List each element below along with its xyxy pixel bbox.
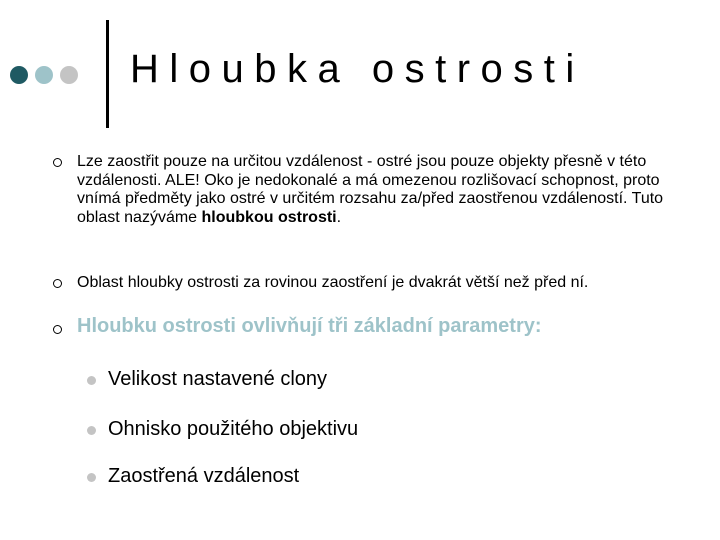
dot-dark-icon bbox=[10, 66, 28, 84]
bullet-paragraph-2: Oblast hloubky ostrosti za rovinou zaostření je dvakrát větší než před ní. bbox=[77, 274, 589, 291]
dot-grey-icon bbox=[60, 66, 78, 84]
bullet-heading-parameters: Hloubku ostrosti ovlivňují tři základní parametry: bbox=[77, 315, 542, 337]
sub-bullet-dot-icon bbox=[87, 376, 96, 385]
bullet-circle-icon bbox=[53, 279, 62, 288]
bullet-paragraph-1 bbox=[77, 153, 697, 227]
sub-bullet-2: Ohnisko použitého objektivu bbox=[108, 418, 359, 440]
bullet-circle-icon bbox=[53, 325, 62, 334]
sub-bullet-1: Velikost nastavené clony bbox=[108, 368, 328, 390]
dot-teal-icon bbox=[35, 66, 53, 84]
bullet-1-bold-term: hloubkou ostrosti bbox=[201, 208, 337, 226]
bullet-1-text: Lze zaostřit pouze na určitou vzdálenost - ostré jsou pouze objekty přesně v této vzdálenosti. ALE! Oko je nedokonalé a má omezenou rozlišovací schopnost, proto vnímá předměty jako ostré v určitém rozsahu za/před zaostřenou vzdáleností. Tuto oblast nazýváme bbox=[77, 153, 664, 226]
bullet-1-end: . bbox=[336, 208, 342, 226]
slide-title: Hloubka ostrosti bbox=[130, 47, 585, 91]
sub-bullet-3: Zaostřená vzdálenost bbox=[108, 465, 300, 487]
bullet-circle-icon bbox=[53, 158, 62, 167]
decorative-dots bbox=[10, 66, 78, 84]
title-divider bbox=[106, 20, 109, 128]
sub-bullet-dot-icon bbox=[87, 473, 96, 482]
sub-bullet-dot-icon bbox=[87, 426, 96, 435]
